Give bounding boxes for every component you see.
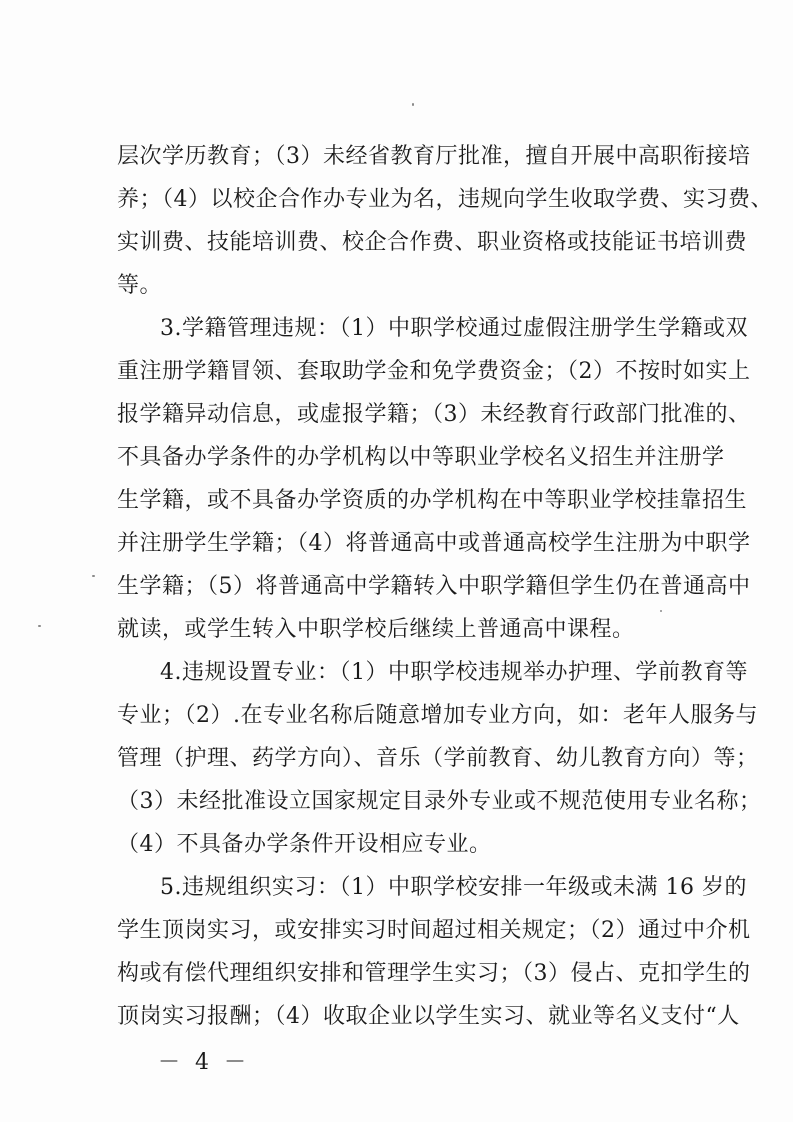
scan-speck (412, 103, 414, 106)
text-line-20: 构或有偿代理组织安排和管理学生实习；（3）侵占、克扣学生的 (117, 961, 751, 986)
text-line-4: 等。 (117, 273, 163, 298)
page-number: － 4 － (158, 1050, 250, 1075)
text-line-8: 不具备办学条件的办学机构以中等职业学校名义招生并注册学 (117, 445, 725, 470)
text-line-5: 3.学籍管理违规：（1）中职学校通过虚假注册学生学籍或双 (160, 316, 748, 341)
text-line-15: 管理（护理、药学方向）、音乐（学前教育、幼儿教育方向）等； (117, 746, 759, 771)
text-line-17: （4）不具备办学条件开设相应专业。 (117, 832, 492, 857)
text-line-6: 重注册学籍冒领、套取助学金和免学费资金；（2）不按时如实上 (117, 359, 751, 384)
text-line-3: 实训费、技能培训费、校企合作费、职业资格或技能证书培训费 (117, 230, 748, 255)
scan-speck (660, 610, 662, 612)
text-line-9: 生学籍，或不具备办学资质的办学机构在中等职业学校挂靠招生 (117, 488, 748, 513)
text-line-14: 专业；（2）.在专业名称后随意增加专业方向，如：老年人服务与 (117, 703, 758, 728)
scan-speck (38, 625, 41, 627)
text-line-2: 养；（4）以校企合作办专业为名，违规向学生收取学费、实习费、 (117, 187, 773, 212)
text-line-12: 就读，或学生转入中职学校后继续上普通高中课程。 (117, 617, 635, 642)
text-line-1: 层次学历教育；（3）未经省教育厅批准，擅自开展中高职衔接培 (117, 144, 751, 169)
text-line-7: 报学籍异动信息，或虚报学籍；（3）未经教育行政部门批准的、 (117, 402, 751, 427)
text-line-13: 4.违规设置专业：（1）中职学校违规举办护理、学前教育等 (160, 660, 748, 685)
text-line-10: 并注册学生学籍；（4）将普通高中或普通高校学生注册为中职学 (117, 531, 751, 556)
text-line-21: 顶岗实习报酬；（4）收取企业以学生实习、就业等名义支付“人 (117, 1004, 740, 1029)
scan-speck (92, 575, 95, 577)
text-line-16: （3）未经批准设立国家规定目录外专业或不规范使用专业名称； (117, 789, 762, 814)
text-line-11: 生学籍；（5）将普通高中学籍转入中职学籍但学生仍在普通高中 (117, 574, 751, 599)
text-line-19: 学生顶岗实习，或安排实习时间超过相关规定；（2）通过中介机 (117, 918, 751, 943)
text-line-18: 5.违规组织实习：（1）中职学校安排一年级或未满 16 岁的 (160, 875, 747, 900)
